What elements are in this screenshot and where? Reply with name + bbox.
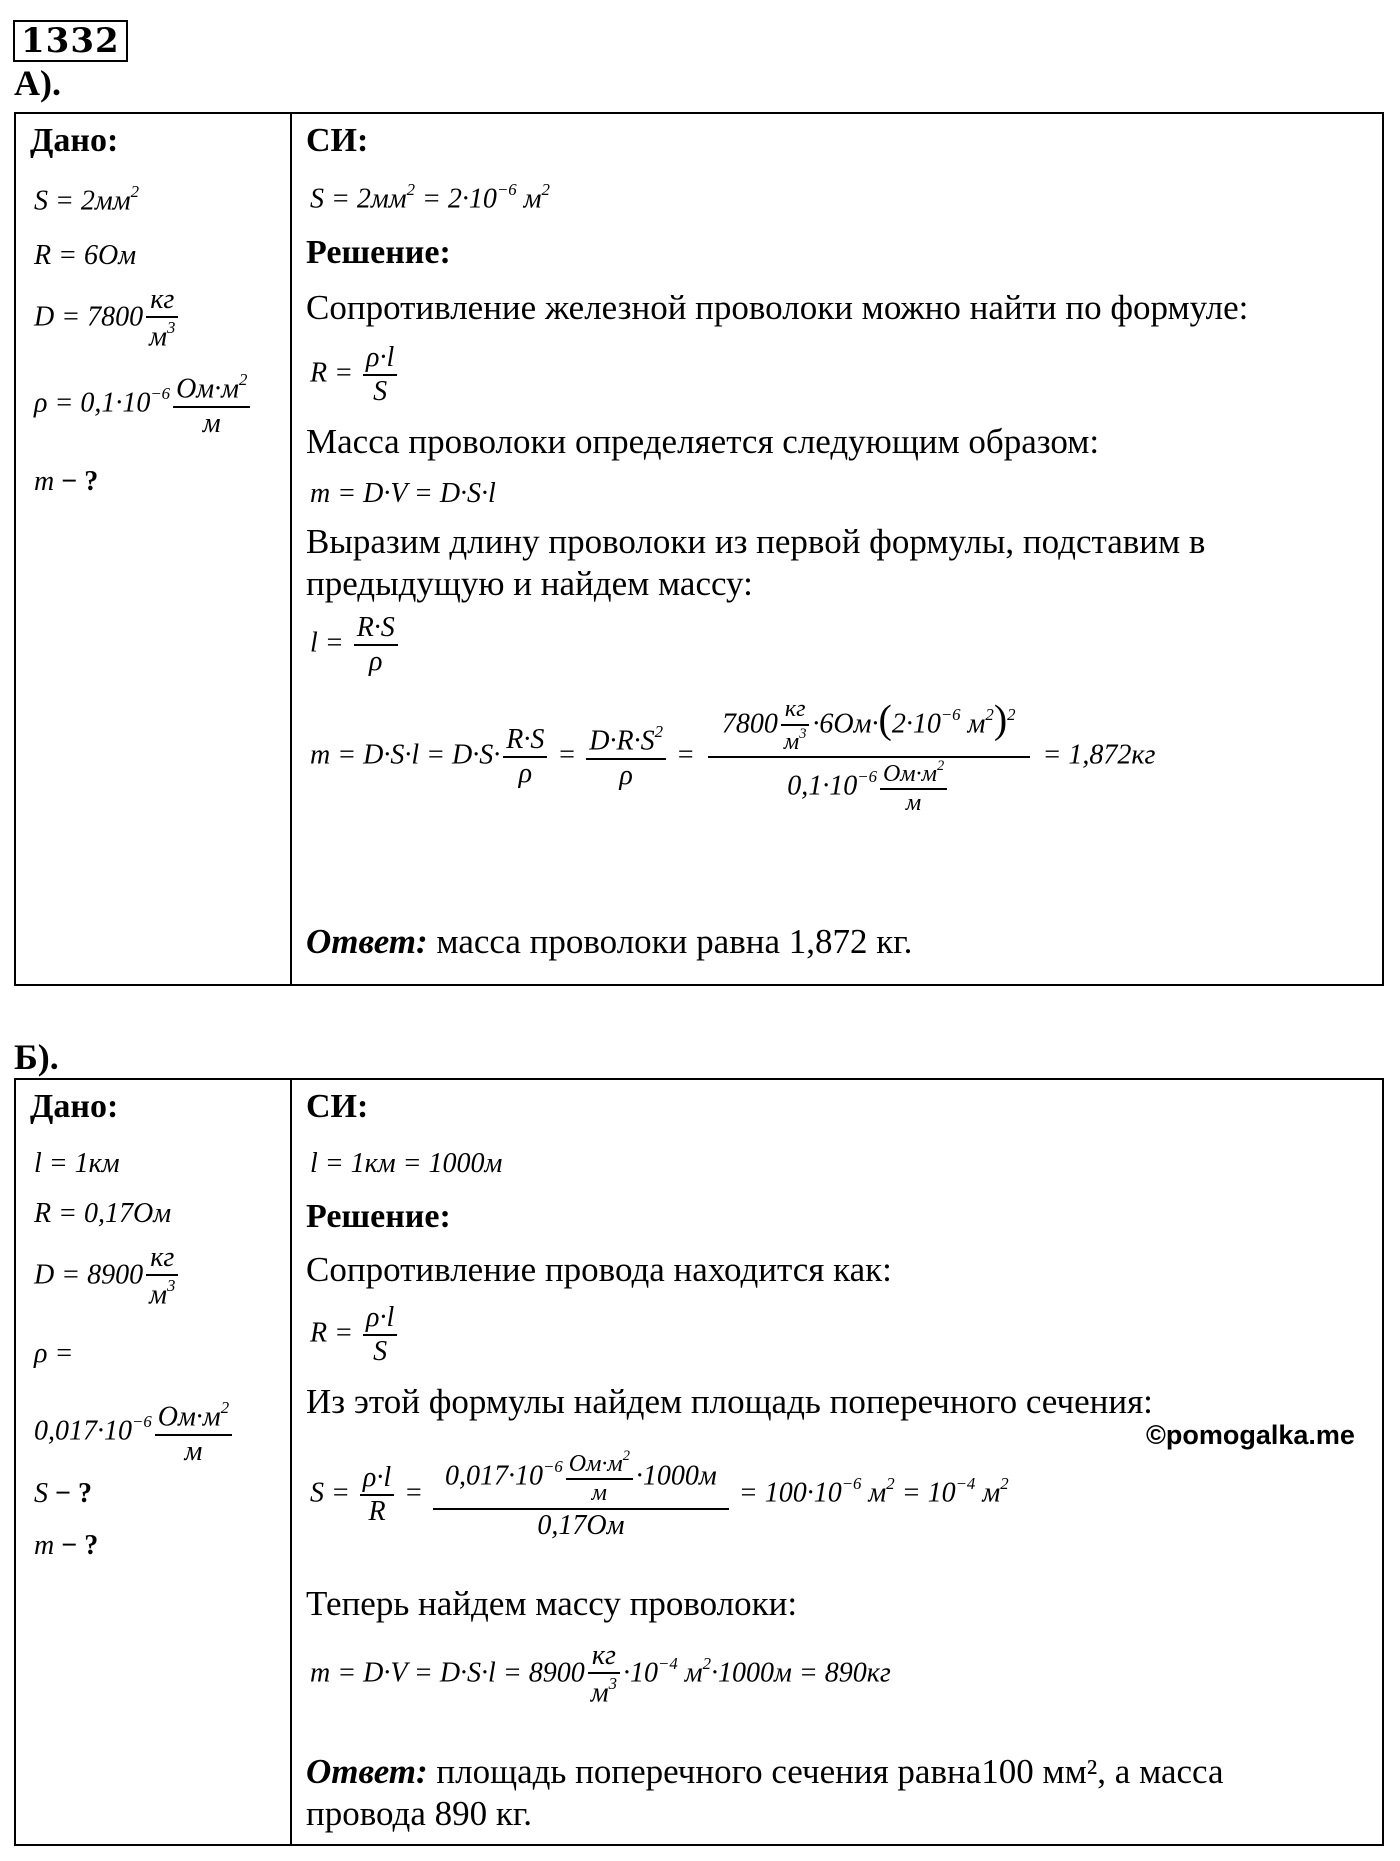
part-a-text-3a: Выразим длину проволоки из первой формулы, подставим в — [306, 522, 1206, 561]
part-b-solution-column — [292, 1080, 1382, 1844]
part-a-text-3b: предыдущую и найдем массу: — [306, 564, 753, 603]
part-a-text-2: Масса проволоки определяется следующим образом: — [306, 422, 1100, 461]
problem-number: 1332 — [13, 20, 128, 62]
part-b-given-resistivity-label: ρ = — [34, 1338, 74, 1369]
part-a-label: А). — [14, 63, 61, 103]
part-b-text-3: Теперь найдем массу проволоки: — [306, 1584, 798, 1623]
part-b-given-length: l = 1км — [34, 1148, 120, 1179]
part-a-formula-mass: m = D·V = D·S·l — [310, 478, 496, 509]
part-a-given-header: Дано: — [30, 122, 119, 159]
part-a-solution-header: Решение: — [306, 234, 451, 271]
part-a-answer-label: Ответ: — [306, 922, 428, 961]
part-b-text-1: Сопротивление провода находится как: — [306, 1250, 892, 1289]
part-a-formula-length: l = $\frac{R\cdot S}{\rho}$ — [310, 612, 401, 678]
part-b-unknown-area: S − ? — [34, 1478, 92, 1509]
part-a-answer — [306, 922, 912, 962]
part-a-task-table — [14, 112, 1384, 986]
part-a-unknown-mass: m − ? — [34, 466, 99, 497]
watermark: ©pomogalka.me — [1146, 1420, 1355, 1450]
part-a-given-column — [16, 114, 292, 984]
part-a-formula-final: m = D·S·l = D·S· $\frac{R\cdot S}{\rho}$ = $\frac{D\cdot R\cdot S^2}{\rho}$ = 7800 $\frac{кг}{м^3}$ $\cdot 6Ом\cdot(2\cdot 10^{-6}$ $м^2)^2$ $0,1\cdot 10^{-6}$ $\frac{Ом\cdot м^2}{м}$ = 1,872кг — [310, 696, 1156, 817]
part-b-formula-mass: m = D·V = D·S·l = 8900 $\frac{кг}{м^3}$ $\cdot 10^{-4}$ $м^2\cdot 1000м = 890кг$ — [310, 1640, 891, 1709]
part-a-text-1: Сопротивление железной проволоки можно найти по формуле: — [306, 288, 1249, 327]
part-a-given-density: D = 7800 $\frac{кг}{м^3}$ — [34, 284, 181, 354]
part-b-given-density: D = 8900 $\frac{кг}{м^3}$ — [34, 1242, 181, 1312]
part-a-given-resistance: R = 6Ом — [34, 240, 137, 271]
part-b-given-resistance: R = 0,17Ом — [34, 1198, 172, 1229]
part-a-given-resistivity: $\rho = 0,1\cdot 10^{-6}$ $\frac{Ом\cdot м^2}{м}$ — [34, 370, 253, 440]
part-b-text-2: Из этой формулы найдем площадь поперечного сечения: — [306, 1382, 1153, 1421]
part-a-given-area: $S = 2мм^2$ — [34, 182, 140, 217]
part-a-si-conversion: $S = 2мм^2 = 2\cdot 10^{-6}$ $м^2$ — [310, 180, 550, 215]
part-b-solution-header: Решение: — [306, 1198, 451, 1235]
part-b-si-conversion: l = 1км = 1000м — [310, 1148, 503, 1179]
part-a-si-header: СИ: — [306, 122, 369, 159]
part-b-unknown-mass: m − ? — [34, 1530, 99, 1561]
part-b-si-header: СИ: — [306, 1088, 369, 1125]
part-b-answer-label: Ответ: — [306, 1752, 428, 1791]
part-b-answer-text-b: провода 890 кг. — [306, 1794, 533, 1833]
part-b-answer-line-1 — [306, 1752, 1224, 1792]
part-b-given-header: Дано: — [30, 1088, 119, 1125]
part-a-formula-resistance: R = $\frac{\rho\cdot l}{S}$ — [310, 342, 400, 408]
part-b-formula-resistance: R = $\frac{\rho\cdot l}{S}$ — [310, 1302, 400, 1368]
part-b-task-table — [14, 1078, 1384, 1846]
part-b-label: Б). — [14, 1037, 59, 1077]
part-b-formula-area: S = $\frac{\rho\cdot l}{R}$ = $0,017\cdot 10^{-6}$ $\frac{Ом\cdot м^2}{м}$ ·1000м 0,17Ом = $100\cdot 10^{-6}$ $м^2 = 10^{-4}$ $м^2$ — [310, 1448, 1009, 1541]
part-a-solution-column — [292, 114, 1382, 984]
part-b-given-column — [16, 1080, 292, 1844]
part-b-given-resistivity: $0,017\cdot 10^{-6}$ $\frac{Ом\cdot м^2}{м}$ — [34, 1398, 235, 1468]
part-b-answer-text-a: площадь поперечного сечения равна100 мм², а масса — [436, 1752, 1224, 1791]
part-a-answer-text: масса проволоки равна 1,872 кг. — [436, 922, 913, 961]
